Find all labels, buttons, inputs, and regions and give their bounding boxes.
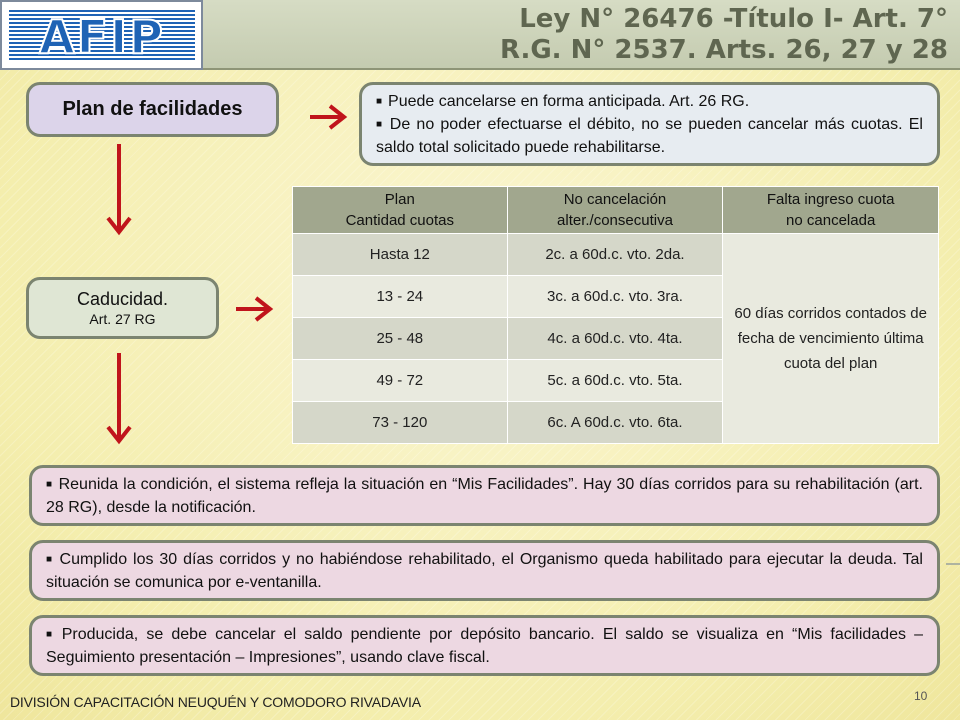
caducidad-box <box>26 277 219 339</box>
cell-plan: Hasta 12 <box>293 234 508 276</box>
decorative-corner <box>946 563 960 593</box>
arrow-down-icon <box>104 351 134 445</box>
cell-no-cancelacion: 5c. a 60d.c. vto. 5ta. <box>507 360 723 402</box>
top-note <box>359 82 940 166</box>
caducidad-label: Caducidad. <box>76 289 169 309</box>
square-bullet-icon: ■ <box>376 96 383 107</box>
square-bullet-icon: ■ <box>376 119 384 130</box>
afip-logo <box>0 0 203 70</box>
col-header-plan: Plan Cantidad cuotas <box>293 187 508 234</box>
square-bullet-icon: ■ <box>46 479 53 490</box>
cell-no-cancelacion: 3c. a 60d.c. vto. 3ra. <box>507 276 723 318</box>
note-deposito-bancario: ■ Producida, se debe cancelar el saldo pendiente por depósito bancario. El saldo se visualiza en “Mis facilidades – Seguimiento presentación – Impresiones”, usando clave fiscal. <box>29 615 940 676</box>
cell-no-cancelacion: 4c. a 60d.c. vto. 4ta. <box>507 318 723 360</box>
cell-plan: 13 - 24 <box>293 276 508 318</box>
title-line-2: R.G. N° 2537. Arts. 26, 27 y 28 <box>499 35 948 65</box>
top-note-bullet-1: ■ Puede cancelarse en forma anticipada. Art. 26 RG. <box>376 93 750 110</box>
cell-falta-ingreso: 60 días corridos contados de fecha de vencimiento última cuota del plan <box>723 234 939 444</box>
arrow-down-icon <box>104 142 134 236</box>
slide-header <box>0 0 960 70</box>
col-header-falta-ingreso: Falta ingreso cuota no cancelada <box>723 187 939 234</box>
note-rehabilitacion: ■ Reunida la condición, el sistema refleja la situación en “Mis Facilidades”. Hay 30 días corridos para su rehabilitación (art. 28 RG), desde la notificación. <box>29 465 940 526</box>
arrow-right-icon <box>308 102 348 132</box>
title-line-1: Ley N° 26476 -Título I- Art. 7° <box>519 4 948 34</box>
col-header-no-cancelacion: No cancelación alter./consecutiva <box>507 187 723 234</box>
table-row <box>293 234 939 276</box>
cell-no-cancelacion: 2c. a 60d.c. vto. 2da. <box>507 234 723 276</box>
slide-title <box>228 4 948 66</box>
note-ejecucion-deuda: ■ Cumplido los 30 días corridos y no habiéndose rehabilitado, el Organismo queda habilitado para ejecutar la deuda. Tal situación se comunica por e-ventanilla. <box>29 540 940 601</box>
cuotas-table <box>292 186 939 444</box>
cell-no-cancelacion: 6c. A 60d.c. vto. 6ta. <box>507 402 723 444</box>
svg-text:AFIP: AFIP <box>38 10 165 64</box>
afip-logo-icon <box>7 6 197 64</box>
plan-facilidades-label: Plan de facilidades <box>62 98 243 120</box>
table-header-row <box>293 187 939 234</box>
square-bullet-icon: ■ <box>46 629 56 640</box>
cell-plan: 25 - 48 <box>293 318 508 360</box>
plan-facilidades-box <box>26 82 279 137</box>
arrow-right-icon <box>234 294 274 324</box>
cell-plan: 73 - 120 <box>293 402 508 444</box>
cell-plan: 49 - 72 <box>293 360 508 402</box>
square-bullet-icon: ■ <box>46 554 54 565</box>
footer-division: DIVISIÓN CAPACITACIÓN NEUQUÉN Y COMODORO RIVADAVIA <box>10 694 421 710</box>
caducidad-sublabel: Art. 27 RG <box>89 311 156 327</box>
top-note-bullet-2: ■ De no poder efectuarse el débito, no se pueden cancelar más cuotas. El saldo total solicitado puede rehabilitarse. <box>376 116 923 156</box>
page-number: 10 <box>914 689 928 703</box>
